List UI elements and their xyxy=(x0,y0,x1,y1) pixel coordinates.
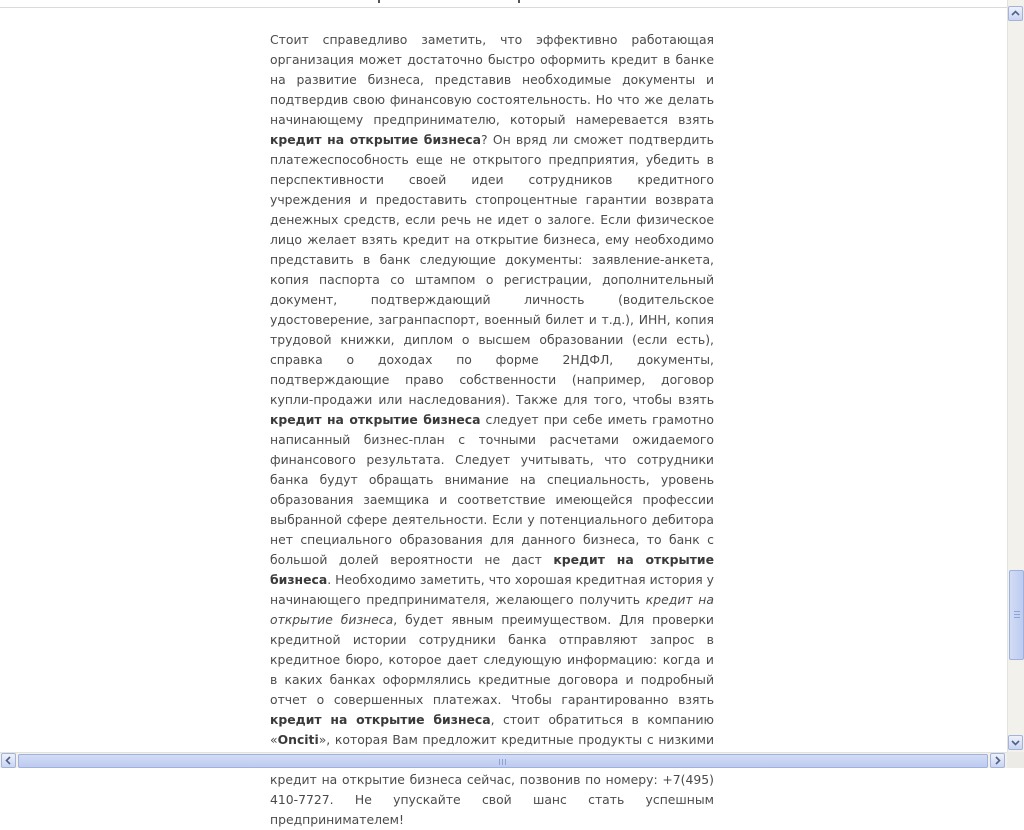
scroll-right-button[interactable] xyxy=(990,753,1005,768)
vertical-scrollbar[interactable] xyxy=(1007,0,1024,752)
scrollbar-corner xyxy=(1007,752,1024,768)
arrow-right-icon xyxy=(993,756,1002,765)
article-text: . Необходимо заметить, что хорошая кредитная история у начинающего предпринимателя, желающего получить xyxy=(270,572,714,607)
scroll-left-button[interactable] xyxy=(1,753,16,768)
article-text: следует при себе иметь грамотно написанный бизнес-план с точными расчетами ожидаемого финансового результата. Следует учитывать, что сотрудники банка будут обращать внимание на специальность, уровень образования заемщика и соответствие имеющейся профессии выбранной сфере деятельности. Если у потенциального дебитора нет специального образования для данного бизнеса, то банк с большой долей вероятности не даст xyxy=(270,412,714,567)
article-text: ? Он вряд ли сможет подтвердить платежеспособность еще не открытого предприятия, убедить в перспективности своей идеи сотрудников кредитного учреждения и предоставить стопроцентные гарантии возврата денежных средств, если речь не идет о залоге. Если физическое лицо желает взять кредит на открытие бизнеса, ему необходимо представить в банк следующие документы: заявление-анкета, копия паспорта со штампом о регистрации, дополнительный документ, подтверждающий личность (водительское удостоверение, загранпаспорт, военный билет и т.д.), ИНН, копия трудовой книжки, диплом о высшем образовании (если есть), справка о доходах по форме 2НДФЛ, документы, подтверждающие право собственности (например, договор купли-продажи или наследования). Также для того, чтобы взять xyxy=(270,132,714,407)
article-text: , стоит обратиться в компанию « xyxy=(270,712,714,747)
article-text: », которая Вам предложит кредитные продукты с низкими кредит на открытие бизнеса сейчас, позвонив по номеру: +7(495) 410-7727. Не упускайте свой шанс стать успешным предпринимателем! xyxy=(270,732,714,827)
cropped-text-fragment xyxy=(518,0,520,3)
scroll-down-button[interactable] xyxy=(1008,735,1023,750)
arrow-down-icon xyxy=(1011,738,1020,747)
arrow-left-icon xyxy=(4,756,13,765)
arrow-up-icon xyxy=(1011,9,1020,18)
keyword-highlight: кредит на открытие бизнеса xyxy=(270,412,481,427)
page-top-edge xyxy=(0,0,1007,8)
horizontal-scrollbar[interactable] xyxy=(0,752,1007,768)
scroll-up-button[interactable] xyxy=(1008,6,1023,21)
article-body xyxy=(270,30,714,830)
article-text: , будет явным преимуществом. Для проверки кредитной истории сотрудники банка отправляют запрос в кредитное бюро, которое дает следующую информацию: когда и в каких банках оформлялись кредитные договора и подробный отчет о совершенных платежах. Чтобы гарантированно взять xyxy=(270,612,714,707)
company-name: Onciti xyxy=(277,732,319,747)
keyword-highlight: кредит на открытие бизнеса xyxy=(270,712,491,727)
horizontal-scroll-thumb[interactable] xyxy=(18,754,988,768)
article-text: Стоит справедливо заметить, что эффективно работающая организация может достаточно быстро оформить кредит в банке на развитие бизнеса, представив необходимые документы и подтвердив свою финансовую состоятельность. Но что же делать начинающему предпринимателю, который намеревается взять xyxy=(270,32,714,127)
keyword-highlight: кредит на открытие бизнеса xyxy=(270,552,714,587)
keyword-italic: кредит на открытие бизнеса xyxy=(270,592,714,627)
cropped-text-fragment xyxy=(378,0,380,3)
keyword-highlight: кредит на открытие бизнеса xyxy=(270,132,481,147)
vertical-scroll-thumb[interactable] xyxy=(1009,570,1024,660)
